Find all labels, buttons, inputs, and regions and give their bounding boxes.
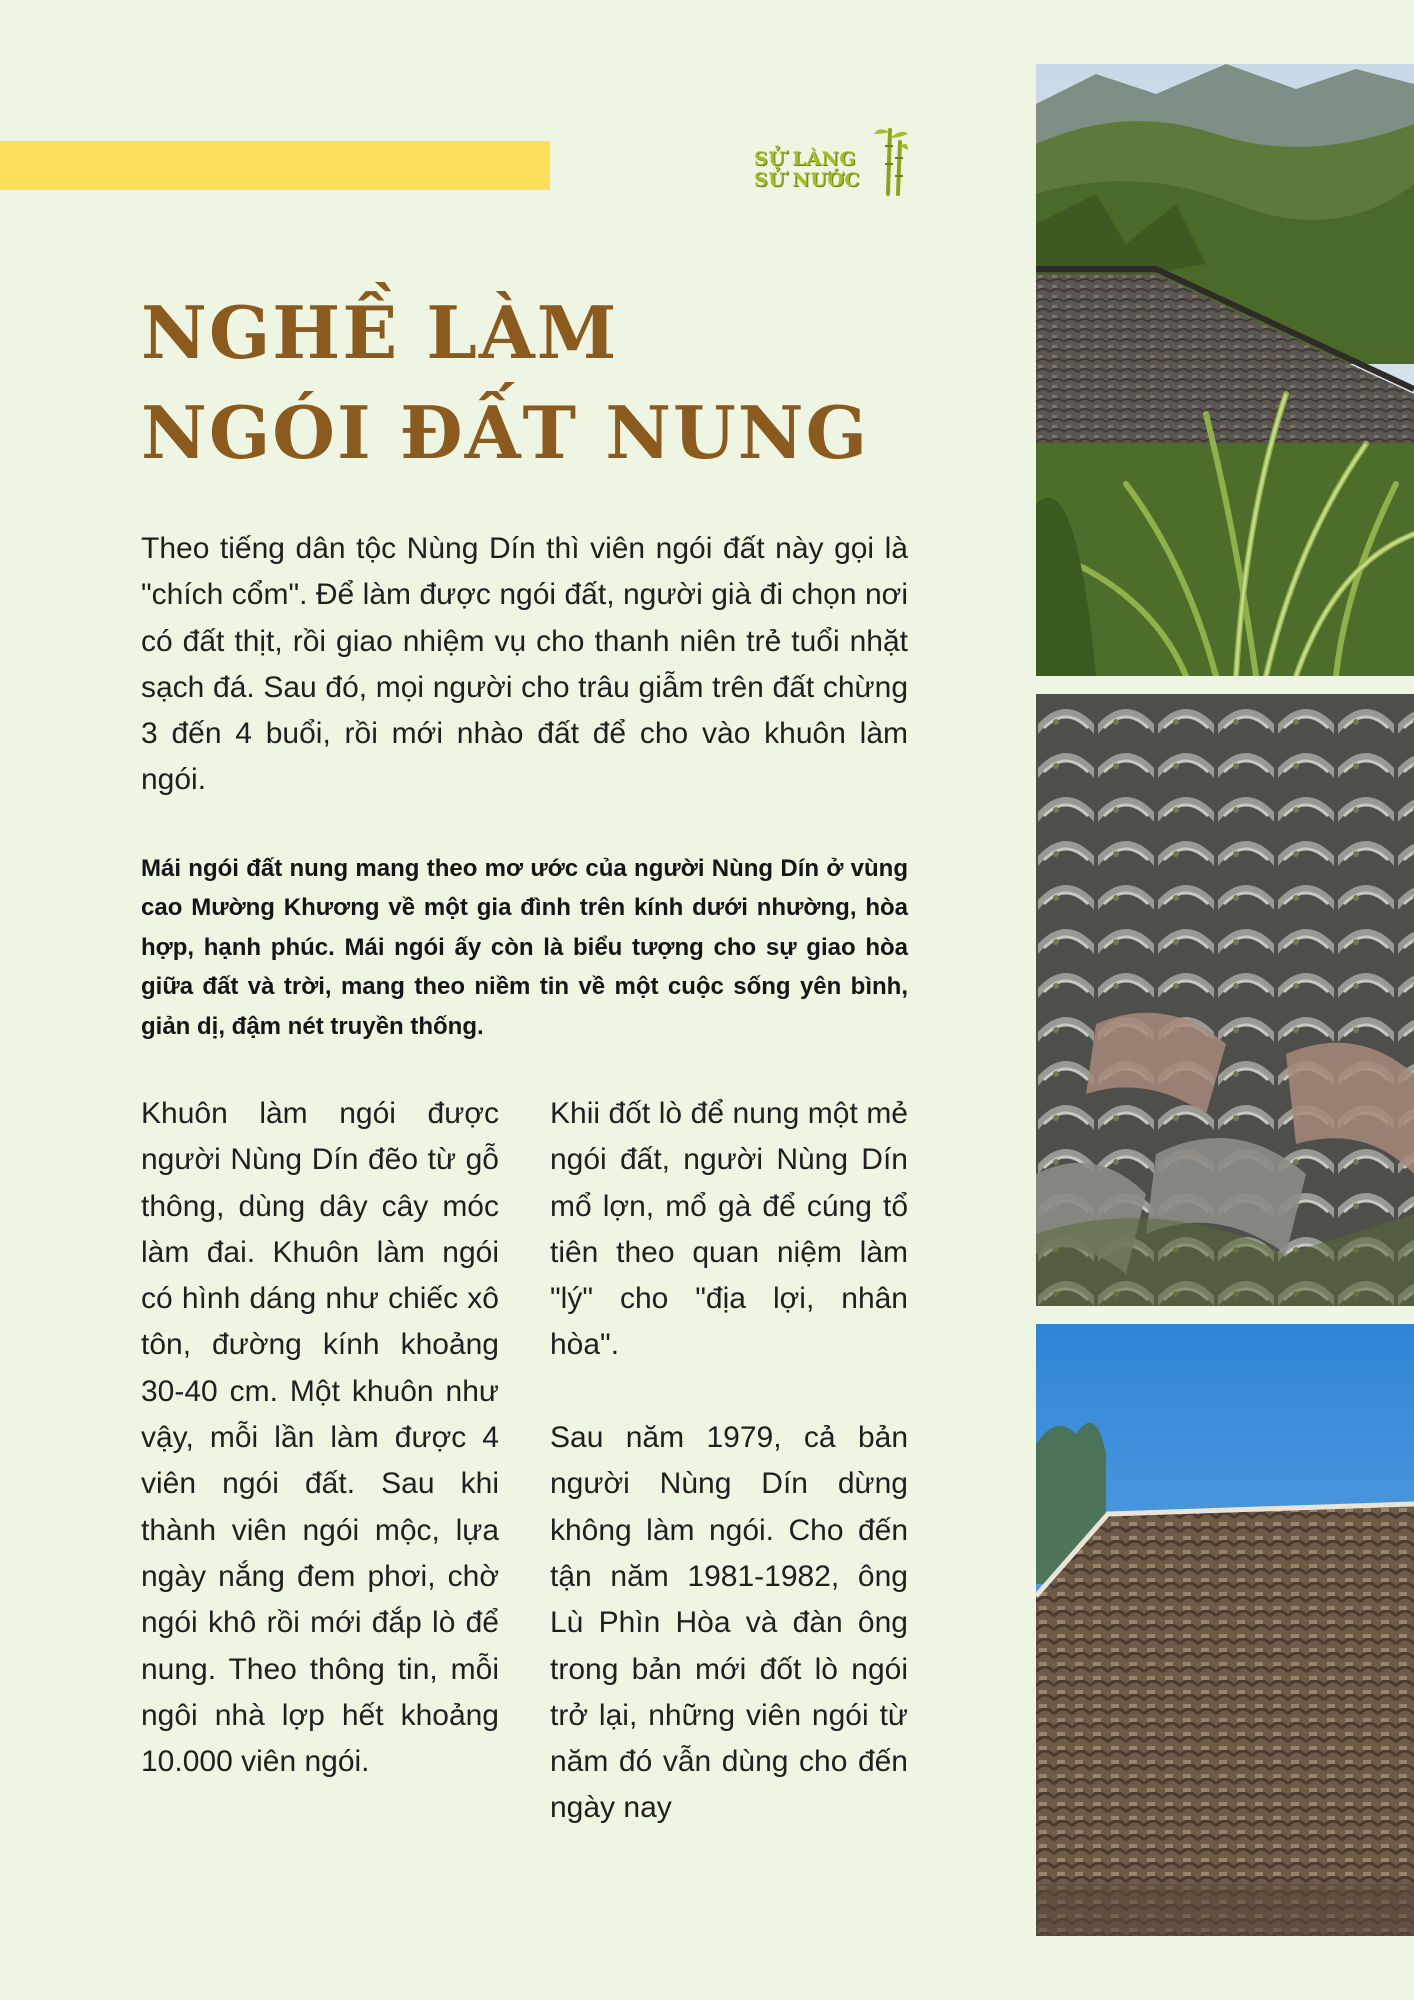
title-line1: NGHỀ LÀM (141, 290, 619, 375)
logo-text-line2: SỬ NƯỚC (754, 169, 861, 191)
accent-bar (0, 141, 550, 190)
left-column-paragraph: Khuôn làm ngói được người Nùng Dín đẽo từ gỗ thông, dùng dây cây móc làm đai. Khuôn làm ngói có hình dáng như chiếc xô tôn, đường kính khoảng 30-40 cm. Một khuôn như vậy, mỗi lần làm được 4 viên ngói đất. Sau khi thành viên ngói mộc, lựa ngày nắng đem phơi, chờ ngói khô rồi mới đắp lò để nung. Theo thông tin, mỗi ngôi nhà lợp hết khoảng 10.000 viên ngói. (141, 1097, 499, 1779)
logo-text-line1: SỬ LÀNG (754, 148, 857, 170)
photo-roof-sky (1036, 1324, 1414, 1936)
photo-mountain-roof (1036, 64, 1414, 676)
page-title (141, 283, 870, 483)
logo (754, 124, 910, 196)
right-column-paragraph-1: Khii đốt lò để nung một mẻ ngói đất, người Nùng Dín mổ lợn, mổ gà để cúng tổ tiên theo quan niệm làm "lý" cho "địa lợi, nhân hòa". (550, 1097, 908, 1362)
highlight-quote: Mái ngói đất nung mang theo mơ ước của người Nùng Dín ở vùng cao Mường Khương về một gia đình trên kính dưới nhường, hòa hợp, hạnh phúc. Mái ngói ấy còn là biểu tượng cho sự giao hòa giữa đất và trời, mang theo niềm tin về một cuộc sống yên bình, giản dị, đậm nét truyền thống. (141, 855, 908, 1040)
title-line2: NGÓI ĐẤT NUNG (141, 390, 870, 475)
right-column (550, 1091, 908, 1832)
right-column-paragraph-2: Sau năm 1979, cả bản người Nùng Dín dừng không làm ngói. Cho đến tận năm 1981-1982, ông Lù Phìn Hòa và đàn ông trong bản mới đốt lò ngói trở lại, những viên ngói từ năm đó vẫn dùng cho đến ngày nay (550, 1421, 908, 1825)
intro-paragraph: Theo tiếng dân tộc Nùng Dín thì viên ngói đất này gọi là "chích cổm". Để làm được ngói đất, người già đi chọn nơi có đất thịt, rồi giao nhiệm vụ cho thanh niên trẻ tuổi nhặt sạch đá. Sau đó, mọi người cho trâu giẫm trên đất chừng 3 đến 4 buổi, rồi mới nhào đất để cho vào khuôn làm ngói. (141, 532, 908, 797)
left-column (141, 1091, 499, 1785)
bamboo-icon (874, 124, 908, 196)
photo-clay-tiles (1036, 694, 1414, 1306)
